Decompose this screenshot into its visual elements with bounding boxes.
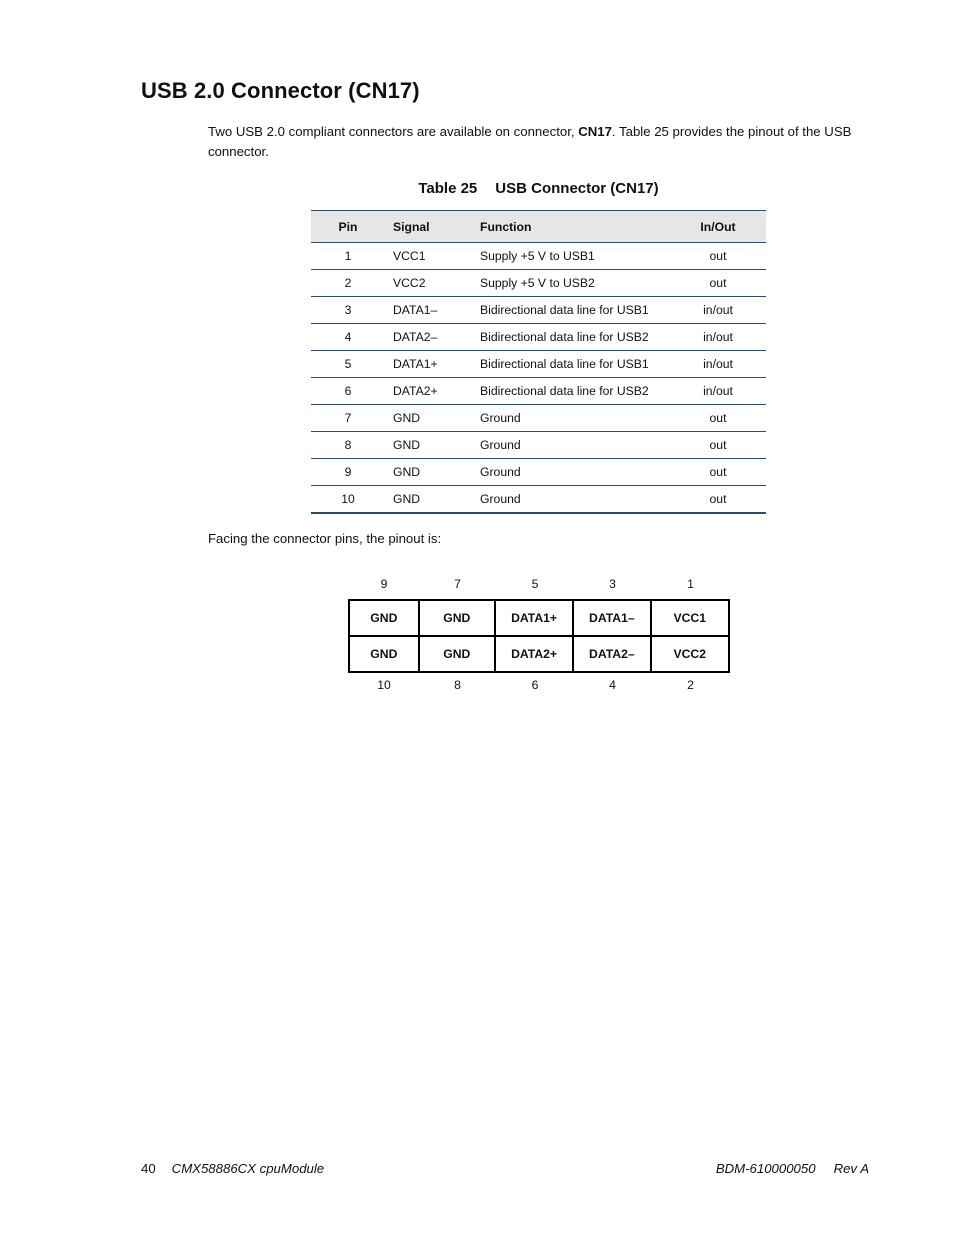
cell-signal: GND bbox=[385, 459, 480, 486]
cell-inout: in/out bbox=[670, 378, 766, 405]
pin-number: 3 bbox=[609, 577, 616, 591]
document-number: BDM-610000050 bbox=[715, 1161, 816, 1176]
cell-signal: GND bbox=[385, 486, 480, 514]
connector-pin-cell: DATA1+ bbox=[495, 600, 573, 636]
column-header-pin: Pin bbox=[311, 211, 385, 243]
cell-signal: DATA1+ bbox=[385, 351, 480, 378]
footer-left bbox=[141, 1161, 324, 1176]
cell-inout: in/out bbox=[670, 297, 766, 324]
table-row bbox=[311, 270, 766, 297]
pinout-description: Facing the connector pins, the pinout is: bbox=[208, 531, 442, 546]
footer-right bbox=[716, 1161, 869, 1176]
usb-pinout-table bbox=[311, 210, 766, 514]
top-signal-row bbox=[349, 600, 729, 636]
cell-pin: 7 bbox=[311, 405, 385, 432]
bottom-pin-numbers bbox=[349, 678, 730, 692]
cell-inout: in/out bbox=[670, 324, 766, 351]
revision: Rev A bbox=[833, 1161, 869, 1176]
intro-text-before: Two USB 2.0 compliant connectors are available on connector, bbox=[208, 124, 579, 139]
intro-paragraph bbox=[208, 122, 878, 161]
cell-signal: VCC1 bbox=[385, 243, 480, 270]
pin-number: 2 bbox=[687, 678, 694, 692]
cell-function: Supply +5 V to USB1 bbox=[480, 243, 670, 270]
pin-number: 10 bbox=[377, 678, 391, 692]
pin-number: 6 bbox=[531, 678, 539, 692]
cell-function: Ground bbox=[480, 432, 670, 459]
cell-inout: in/out bbox=[670, 351, 766, 378]
connector-pinout-diagram bbox=[348, 599, 730, 673]
cell-pin: 6 bbox=[311, 378, 385, 405]
cell-inout: out bbox=[670, 243, 766, 270]
cell-function: Ground bbox=[480, 405, 670, 432]
pin-number: 9 bbox=[380, 577, 388, 591]
table-header-row bbox=[311, 211, 766, 243]
connector-pin-cell: DATA1– bbox=[573, 600, 650, 636]
table-row bbox=[311, 351, 766, 378]
cell-function: Ground bbox=[480, 486, 670, 514]
cell-inout: out bbox=[670, 459, 766, 486]
column-header-function: Function bbox=[480, 211, 670, 243]
cell-inout: out bbox=[670, 270, 766, 297]
table-row bbox=[311, 324, 766, 351]
cell-pin: 1 bbox=[311, 243, 385, 270]
cell-pin: 4 bbox=[311, 324, 385, 351]
pin-number: 4 bbox=[609, 678, 616, 692]
bottom-signal-row bbox=[349, 636, 729, 672]
cell-pin: 9 bbox=[311, 459, 385, 486]
connector-pin-cell: VCC1 bbox=[651, 600, 730, 636]
cell-signal: DATA1– bbox=[385, 297, 480, 324]
table-row bbox=[311, 405, 766, 432]
intro-connector-name: CN17 bbox=[578, 124, 612, 139]
cell-inout: out bbox=[670, 405, 766, 432]
connector-pin-cell: GND bbox=[349, 600, 419, 636]
cell-pin: 2 bbox=[311, 270, 385, 297]
section-heading: USB 2.0 Connector (CN17) bbox=[141, 78, 420, 103]
top-pin-numbers bbox=[349, 577, 730, 591]
cell-inout: out bbox=[670, 432, 766, 459]
cell-inout: out bbox=[670, 486, 766, 514]
cell-function: Bidirectional data line for USB1 bbox=[480, 351, 670, 378]
table-row bbox=[311, 378, 766, 405]
product-name: CMX58886CX cpuModule bbox=[171, 1161, 325, 1176]
table-caption bbox=[311, 180, 766, 197]
table-row bbox=[311, 432, 766, 459]
connector-pin-cell: DATA2– bbox=[573, 636, 650, 672]
pin-number: 5 bbox=[531, 577, 539, 591]
page-number: 40 bbox=[141, 1161, 156, 1176]
table-number: Table 25 bbox=[418, 180, 478, 197]
table-row bbox=[311, 297, 766, 324]
connector-pin-cell: GND bbox=[419, 636, 495, 672]
table-row bbox=[311, 486, 766, 514]
table-row bbox=[311, 243, 766, 270]
cell-function: Bidirectional data line for USB1 bbox=[480, 297, 670, 324]
cell-function: Supply +5 V to USB2 bbox=[480, 270, 670, 297]
cell-pin: 10 bbox=[311, 486, 385, 514]
cell-signal: GND bbox=[385, 432, 480, 459]
connector-pin-cell: GND bbox=[419, 600, 495, 636]
pin-number: 7 bbox=[454, 577, 461, 591]
cell-function: Bidirectional data line for USB2 bbox=[480, 324, 670, 351]
column-header-inout: In/Out bbox=[670, 211, 766, 243]
pin-number: 8 bbox=[454, 678, 461, 692]
connector-pin-cell: DATA2+ bbox=[495, 636, 573, 672]
cell-pin: 8 bbox=[311, 432, 385, 459]
table-title: USB Connector (CN17) bbox=[495, 180, 659, 197]
cell-function: Ground bbox=[480, 459, 670, 486]
table-row bbox=[311, 459, 766, 486]
pin-number: 1 bbox=[687, 577, 694, 591]
intro-text-after: . Table 25 provides the pinout of the USB connector. bbox=[208, 124, 852, 159]
cell-function: Bidirectional data line for USB2 bbox=[480, 378, 670, 405]
cell-pin: 5 bbox=[311, 351, 385, 378]
cell-signal: DATA2+ bbox=[385, 378, 480, 405]
cell-signal: VCC2 bbox=[385, 270, 480, 297]
connector-pin-cell: VCC2 bbox=[651, 636, 730, 672]
cell-signal: DATA2– bbox=[385, 324, 480, 351]
connector-pin-cell: GND bbox=[349, 636, 419, 672]
column-header-signal: Signal bbox=[385, 211, 480, 243]
cell-signal: GND bbox=[385, 405, 480, 432]
cell-pin: 3 bbox=[311, 297, 385, 324]
